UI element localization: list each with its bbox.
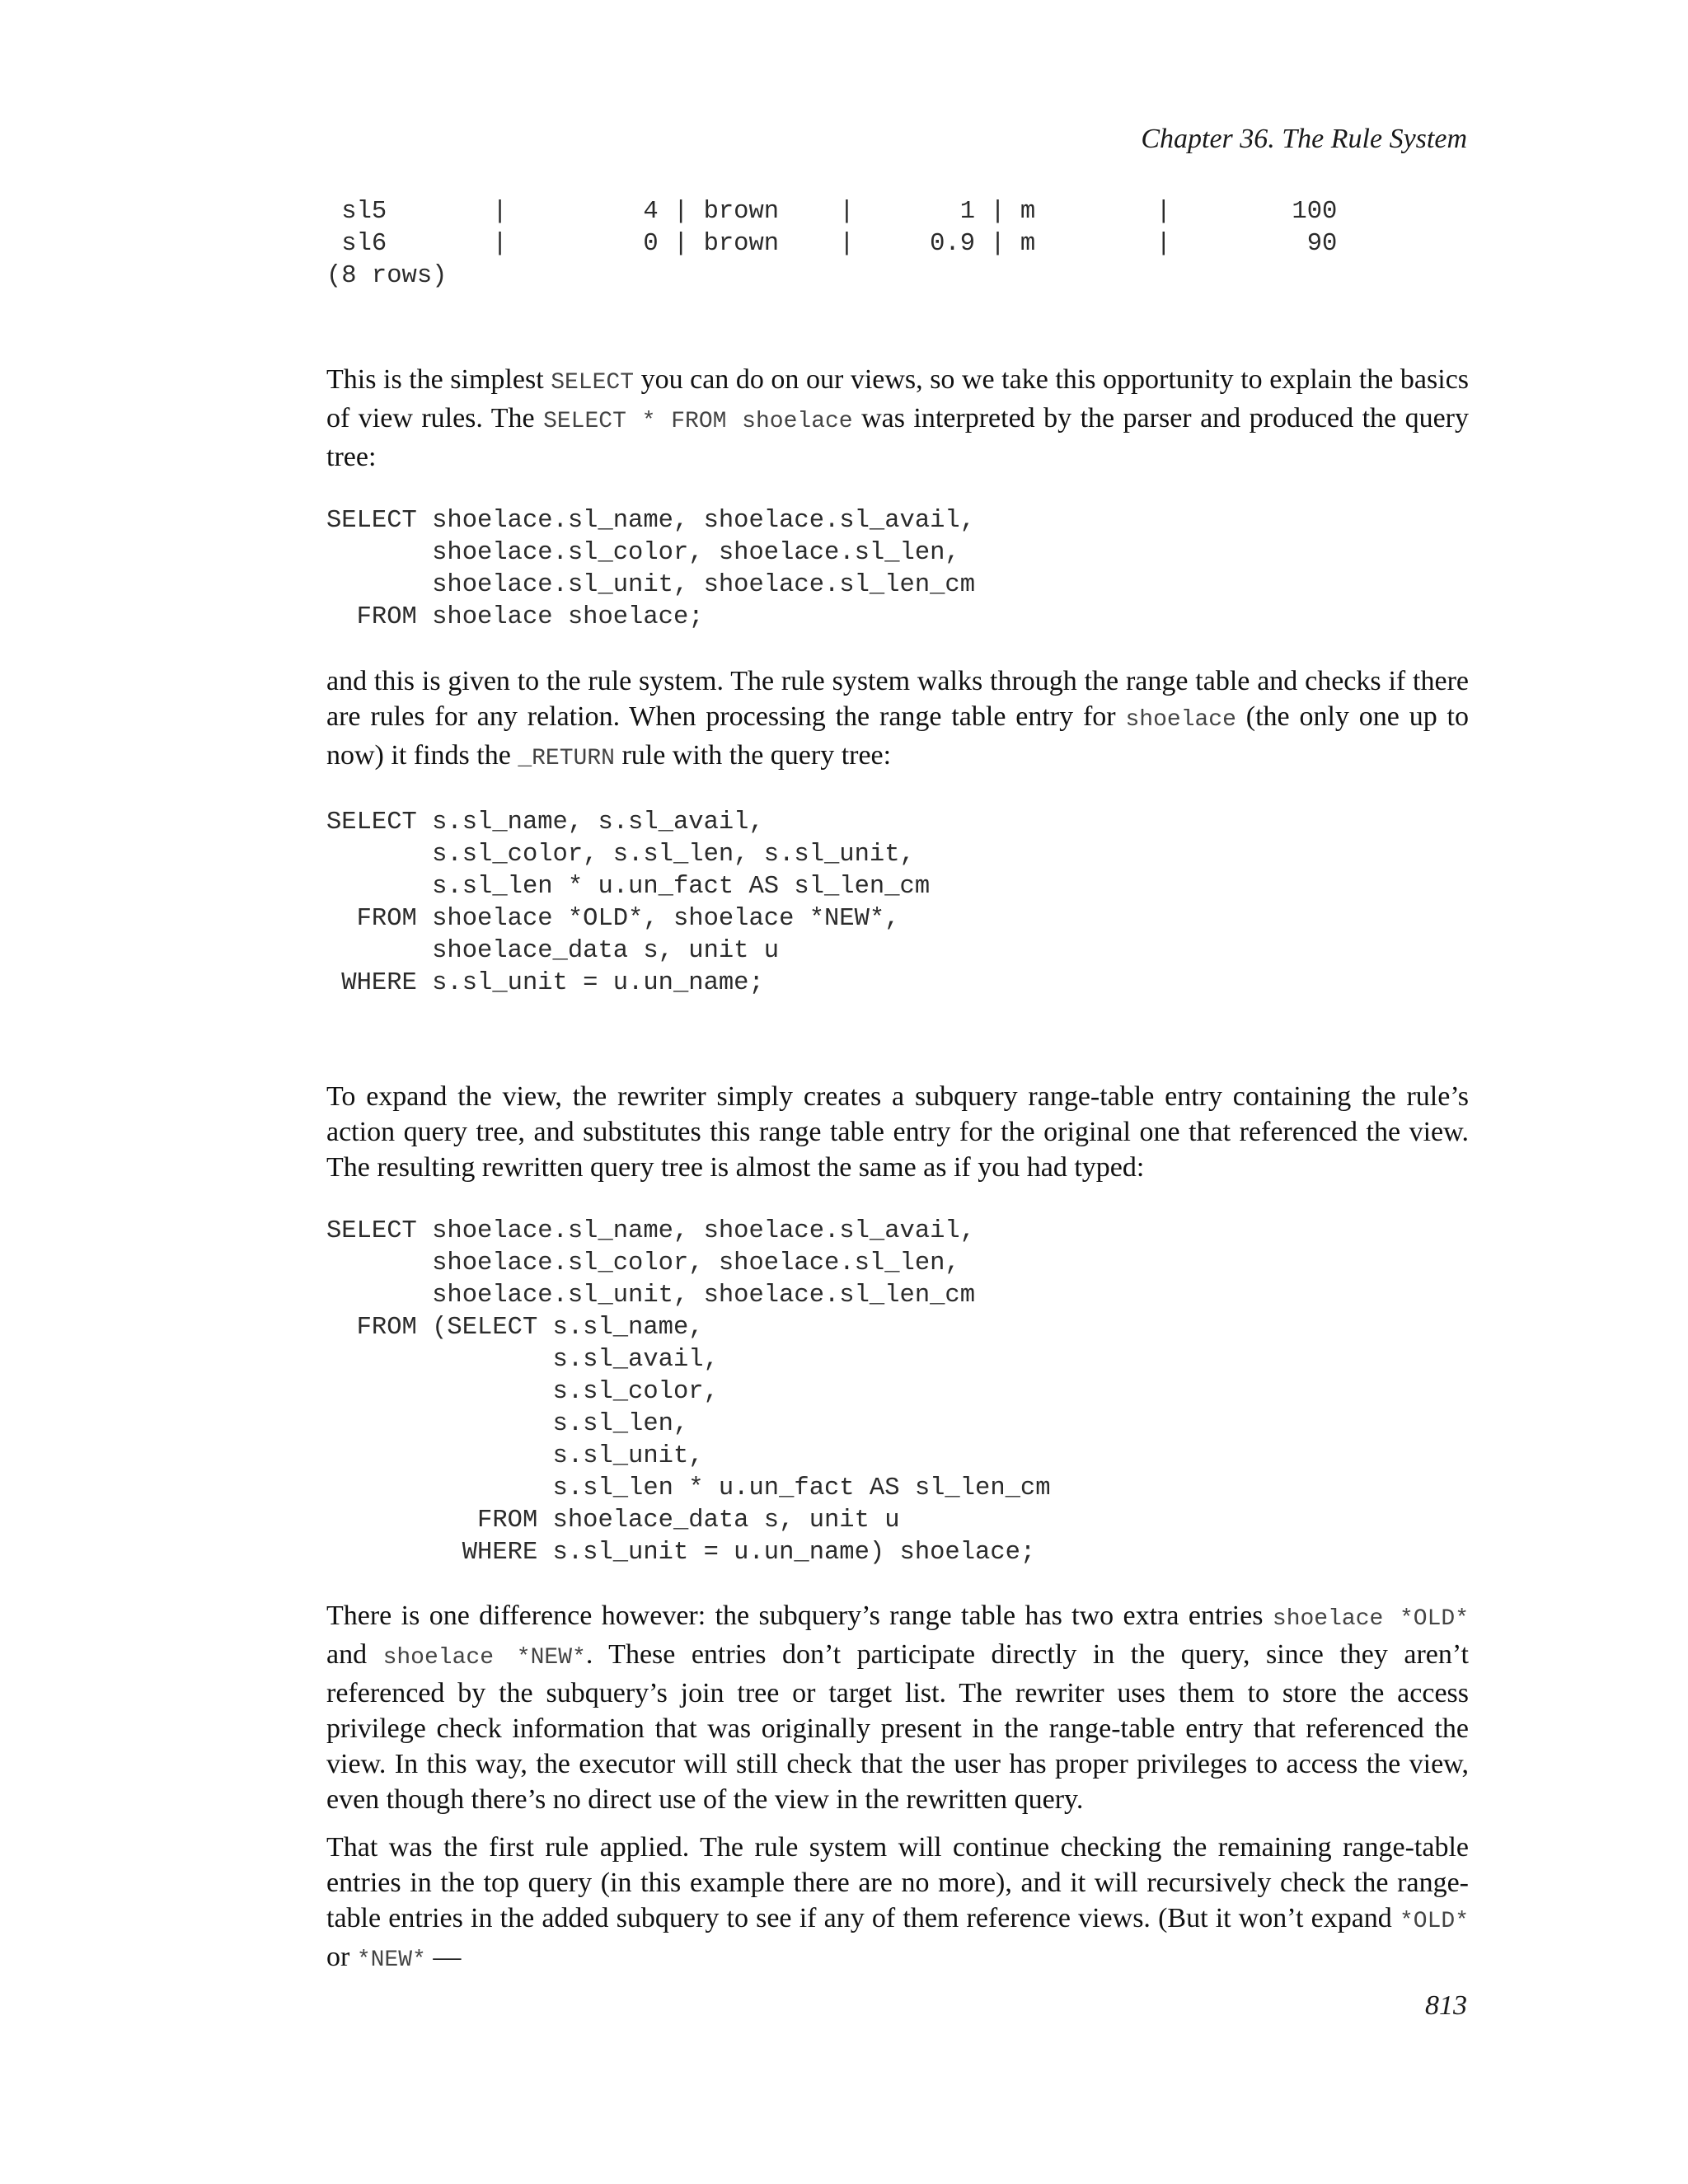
inline-code-shoelace-old: shoelace *OLD*	[1272, 1606, 1470, 1632]
paragraph-text: and	[326, 1639, 383, 1670]
paragraph-text: There is one difference however: the subquery’s range table has two extra entries	[326, 1601, 1273, 1631]
paragraph-first-rule-applied	[326, 1830, 1469, 1978]
paragraph-text: . These entries don’t participate directly in the query, since they aren’t referenced by the subquery’s join tree or target list. The rewriter uses them to store the access privilege check information that was originally present in the range-table entry that referenced the view. In this way, the executor will still check that the user has proper privileges to access the view, even though there’s no direct use of the view in the rewritten query.	[326, 1639, 1470, 1815]
page-body	[326, 196, 1469, 1978]
chapter-header: Chapter 36. The Rule System	[1141, 124, 1467, 154]
inline-code-select: SELECT	[551, 370, 635, 396]
paragraph-text: —	[425, 1942, 462, 1972]
code-block-rewritten-query: SELECT shoelace.sl_name, shoelace.sl_avail, shoelace.sl_color, shoelace.sl_len, shoelace.sl_unit, shoelace.sl_len_cm FROM (SELECT s.sl_name, s.sl_avail, s.sl_color, s.sl_len, s.sl_unit, s.sl_len * u.un_fact AS sl_len_cm FROM shoelace_data s, unit u WHERE s.sl_unit = u.un_name) shoelace;	[326, 1217, 1051, 1567]
paragraph-text: you can do on our views, so we take this opportunity to explain the basics of view rules. The	[326, 364, 1470, 434]
paragraph-text: This is the simplest	[326, 364, 551, 395]
paragraph-text: or	[326, 1942, 357, 1972]
inline-code-shoelace: shoelace	[1125, 707, 1236, 733]
code-block-return-rule-query-tree: SELECT s.sl_name, s.sl_avail, s.sl_color, s.sl_len, s.sl_unit, s.sl_len * u.un_fact AS sl_len_cm FROM shoelace *OLD*, shoelace *NEW*, shoelace_data s, unit u WHERE s.sl_unit = u.un_name;	[326, 808, 931, 997]
inline-code-old: *OLD*	[1399, 1909, 1469, 1934]
inline-code-return-rule: _RETURN	[518, 746, 615, 771]
paragraph-rule-system-walk	[326, 663, 1469, 776]
paragraph-text: rule with the query tree:	[614, 740, 892, 771]
inline-code-new: *NEW*	[356, 1947, 426, 1973]
paragraph-text: was interpreted by the parser and produced the query tree:	[326, 403, 1469, 472]
paragraph-text: That was the first rule applied. The rule system will continue checking the remaining range-table entries in the top query (in this example there are no more), and it will recursively check the range-table entries in the added subquery to see if any of them reference views. (But it won’t expand	[326, 1832, 1469, 1933]
code-block-parsed-query-tree: SELECT shoelace.sl_name, shoelace.sl_avail, shoelace.sl_color, shoelace.sl_len, shoelace.sl_unit, shoelace.sl_len_cm FROM shoelace shoelace;	[326, 507, 976, 631]
paragraph-text: (the only one up to now) it finds the	[326, 701, 1470, 771]
query-result-tail: sl5 | 4 | brown | 1 | m | 100 sl6 | 0 | brown | 0.9 | m | 90 (8 rows)	[326, 198, 1338, 290]
paragraph-text: and this is given to the rule system. The rule system walks through the range table and checks if there are rules for any relation. When processing the range table entry for	[326, 666, 1469, 732]
paragraph-simplest-select	[326, 362, 1469, 475]
paragraph-expand-view: To expand the view, the rewriter simply creates a subquery range-table entry containing the rule’s action query tree, and substitutes this range table entry for the original one that referenced the view. The resulting rewritten query tree is almost the same as if you had typed:	[326, 1081, 1469, 1183]
inline-code-shoelace-new: shoelace *NEW*	[382, 1645, 586, 1671]
page-number: 813	[1425, 1990, 1467, 2021]
inline-code-select-from-shoelace: SELECT * FROM shoelace	[543, 409, 853, 434]
paragraph-one-difference	[326, 1598, 1469, 1817]
